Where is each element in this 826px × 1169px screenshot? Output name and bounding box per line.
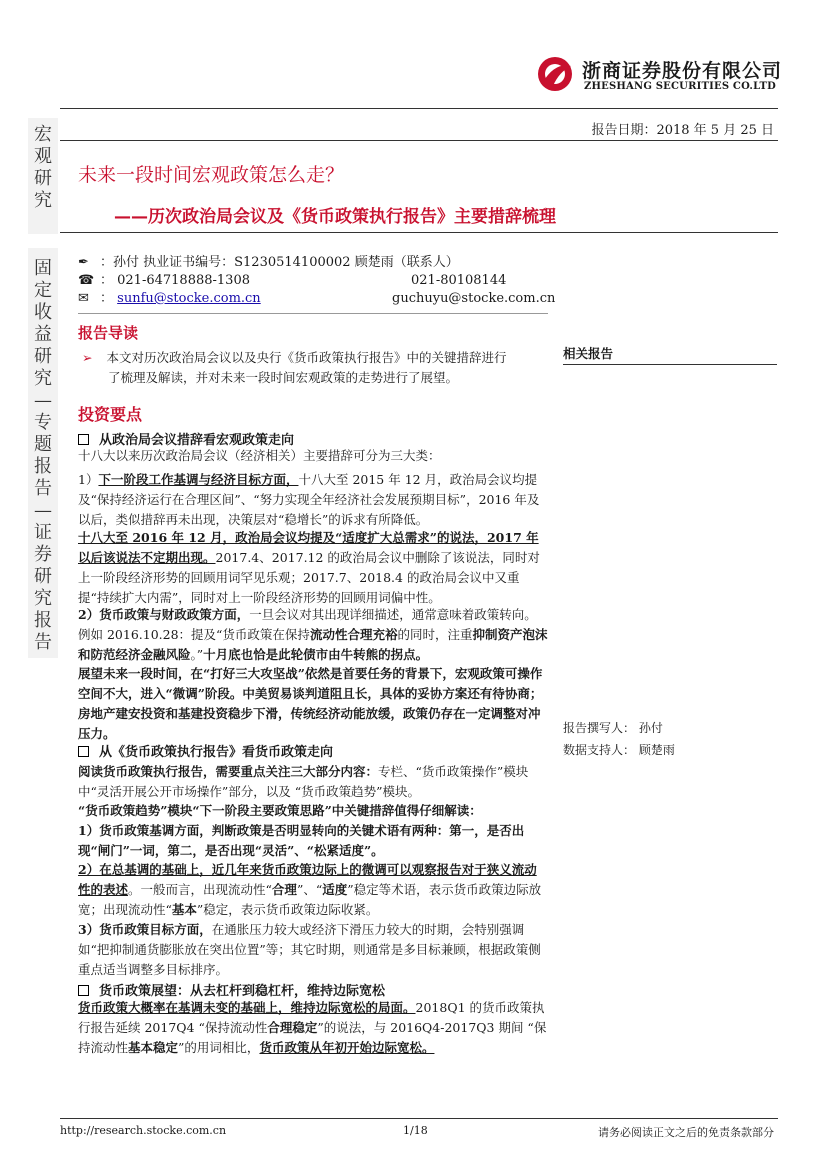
para-2: 1）下一阶段工作基调与经济目标方面，十八大至 2015 年 12 月，政治局会议均提及“保持经济运行在合理区间”、“努力实现全年经济社会发展预期目标”，2016 年及以后，类似措辞再未出现，决策层对“稳增长”的诉求有所降低。 <box>78 472 540 527</box>
left-tab-type-text: 固 定 收 益 研 究 — 专 题 报 告 — 证 券 研 究 报 告 <box>34 258 52 653</box>
para-4: 2）货币政策与财政政策方面，一旦会议对其出现详细描述，通常意味着政策转向。例如 2016.10.28：提及“货币政策在保持流动性合理充裕的同时，注重抑制资产泡沫和防范经济金融风险。”十月底也恰是此轮债市由牛转熊的拐点。 <box>78 607 548 662</box>
date-divider <box>60 140 778 141</box>
report-title: 未来一段时间宏观政策怎么走？ <box>78 164 345 186</box>
author-divider <box>78 313 548 314</box>
para-8: 1）货币政策基调方面，判断政策是否明显转向的关键术语有两种：第一，是否出现“闸门”一词，第二，是否出现“灵活”、“松紧适度”。 <box>78 823 525 858</box>
points-heading: 投资要点 <box>78 405 143 424</box>
para-11: 货币政策大概率在基调未变的基础上，维持边际宽松的局面。2018Q1 的货币政策执行报告延续 2017Q4 “保持流动性合理稳定”的说法，与 2016Q4-2017Q3 期间 “保持流动性基本稳定”的用词相比，货币政策从年初开始边际宽松。 <box>78 1000 547 1055</box>
left-tab-category <box>28 118 58 234</box>
guide-text: ➢ 本文对历次政治局会议以及央行《货币政策执行报告》中的关键措辞进行 了梳理及解读，并对未来一段时间宏观政策的走势进行了展望。 <box>82 350 507 385</box>
header-divider <box>60 108 778 109</box>
report-subtitle: ——历次政治局会议及《货币政策执行报告》主要措辞梳理 <box>114 207 556 227</box>
phone-row <box>78 272 548 290</box>
title-divider <box>60 232 778 233</box>
para-5: 展望未来一段时间，在“打好三大攻坚战”依然是首要任务的背景下，宏观政策可操作空间不大，进入“微调”阶段。中美贸易谈判道阻且长，具体的妥协方案还有待协商；房地产建安投资和基建投资稳步下滑，传统经济动能放缓，政策仍存在一定调整对冲压力。 <box>78 666 543 741</box>
page-number: 1/18 <box>403 1124 428 1137</box>
company-logo-icon <box>535 54 579 94</box>
footer-divider <box>60 1118 778 1119</box>
checkbox-icon <box>78 746 89 757</box>
email-2: guchuyu@stocke.com.cn <box>392 291 556 306</box>
phone-icon: ☎ <box>78 273 95 288</box>
related-divider <box>563 364 777 365</box>
left-tab-text: 宏 观 研 究 <box>34 124 52 211</box>
phone-1: ： 021-64718888-1308 <box>100 273 250 288</box>
bullet-icon: ➢ <box>82 350 93 365</box>
sub-heading-3: 货币政策展望：从去杠杆到稳杠杆，维持边际宽松 <box>78 980 385 999</box>
footer-url[interactable]: http://research.stocke.com.cn <box>60 1124 227 1137</box>
company-name-en: ZHESHANG SECURITIES CO.LTD <box>584 81 777 92</box>
author-row <box>78 254 459 272</box>
email-link-1[interactable]: sunfu@stocke.com.cn <box>117 291 261 306</box>
para-3: 十八大至 2016 年 12 月，政治局会议均提及“适度扩大总需求”的说法，2017 年以后该说法不定期出现。2017.4、2017.12 的政治局会议中删除了该说法，同时对上一阶段经济形势的回顾用词罕见乐观；2017.7、2018.4 的政治局会议中又重提“持续扩大内需”，同时对上一阶段经济形势的回顾用词偏中性。 <box>78 530 540 605</box>
mail-icon: ✉ <box>78 291 89 306</box>
phone-2: 021-80108144 <box>411 273 507 288</box>
checkbox-icon <box>78 985 89 996</box>
report-date: 报告日期：2018 年 5 月 25 日 <box>591 123 774 138</box>
checkbox-icon <box>78 434 89 445</box>
para-1: 十八大以来历次政治局会议（经济相关）主要措辞可分为三大类： <box>78 448 441 463</box>
para-10: 3）货币政策目标方面，在通胀压力较大或经济下滑压力较大的时期，会特别强调如“把抑制通货膨胀放在突出位置”等；其它时期，则通常是多目标兼顾，根据政策侧重点适当调整多目标排序。 <box>78 922 541 977</box>
pen-icon: ✒ <box>78 255 89 270</box>
company-name-cn: 浙商证券股份有限公司 <box>582 60 783 82</box>
left-tab-type <box>28 248 58 658</box>
sub-heading-2: 从《货币政策执行报告》看货币政策走向 <box>78 741 333 760</box>
para-6: 阅读货币政策执行报告，需要重点关注三大部分内容：专栏、“货币政策操作”模块中“灵活开展公开市场操作”部分，以及 “货币政策趋势”模块。 <box>78 764 529 799</box>
report-writer: 报告撰写人： 孙付 <box>563 721 663 735</box>
sub-heading-1: 从政治局会议措辞看宏观政策走向 <box>78 429 294 448</box>
author-line: ：孙付 执业证书编号：S1230514100002 顾楚雨（联系人） <box>100 255 459 270</box>
para-7: “货币政策趋势”模块“下一阶段主要政策思路”中关键措辞值得仔细解读： <box>78 803 482 818</box>
email-row: ✉ ： sunfu@stocke.com.cn guchuyu@stocke.com.cn <box>78 291 556 306</box>
footer-disclaimer: 请务必阅读正文之后的免责条款部分 <box>598 1126 774 1139</box>
guide-heading: 报告导读 <box>78 324 139 342</box>
para-9: 2）在总基调的基础上，近几年来货币政策边际上的微调可以观察报告对于狭义流动性的表述。一般而言，出现流动性“合理”、“适度”稳定等术语，表示货币政策边际放宽；出现流动性“基本”稳定，表示货币政策边际收紧。 <box>78 862 542 917</box>
data-support: 数据支持人： 顾楚雨 <box>563 743 675 757</box>
related-reports-heading: 相关报告 <box>563 346 614 361</box>
